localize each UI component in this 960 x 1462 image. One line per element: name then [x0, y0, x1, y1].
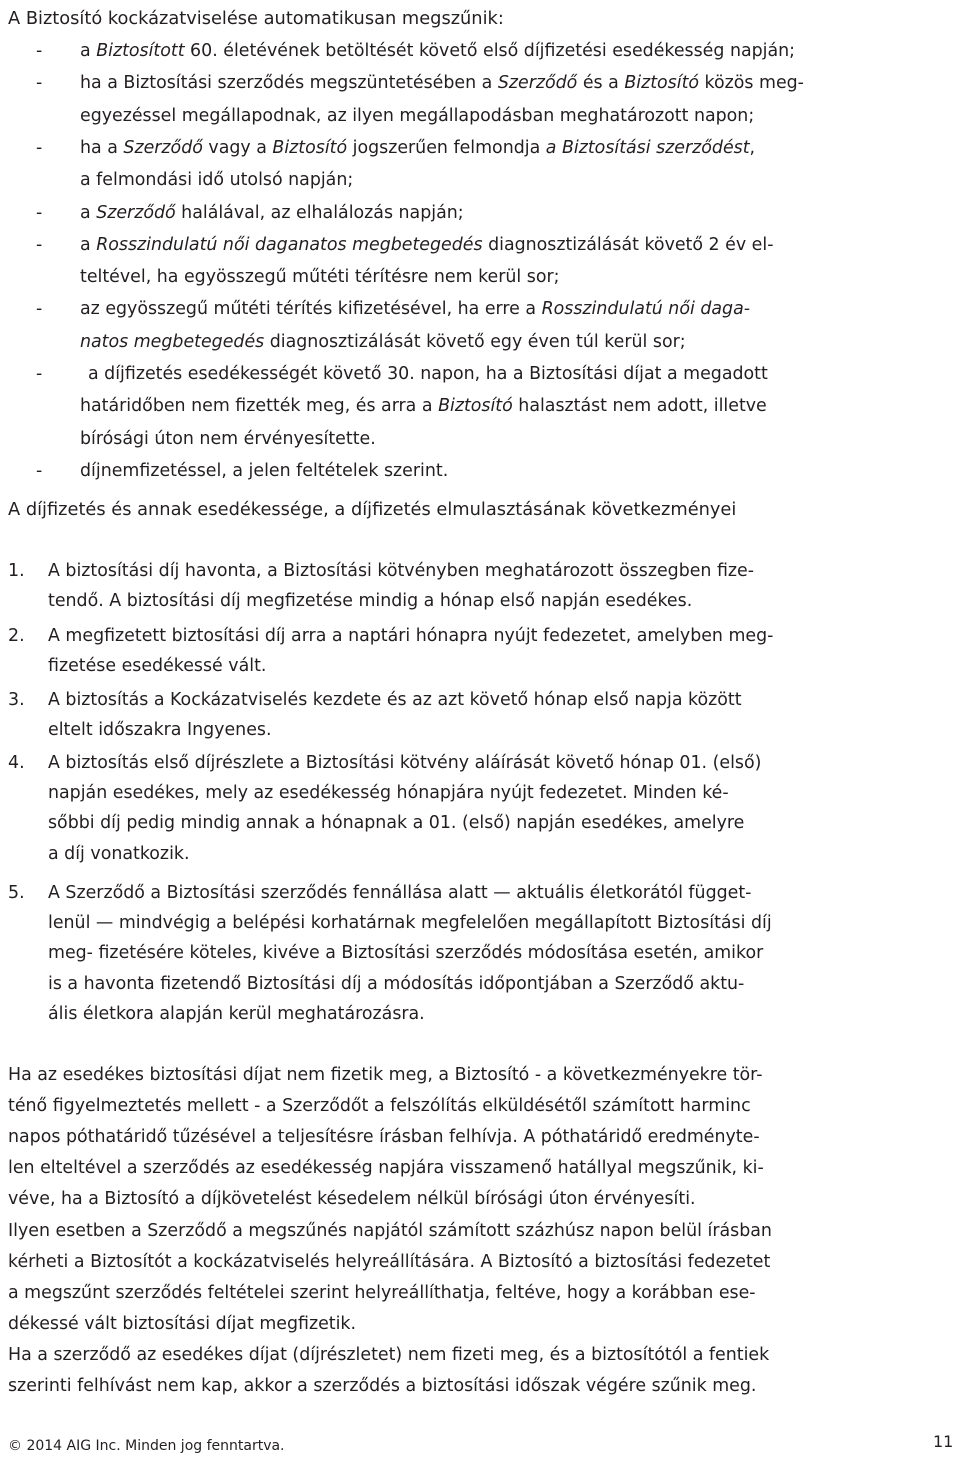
section-heading-termination: A Biztosító kockázatviselése automatikusan megszűnik:	[8, 8, 504, 29]
termination-item-line	[80, 296, 750, 322]
text-run: ha a	[80, 137, 124, 158]
termination-item-line	[80, 70, 804, 96]
text-run: vagy a	[202, 137, 273, 158]
text-run: egyezéssel megállapodnak, az ilyen megállapodásban meghatározott napon;	[80, 105, 755, 126]
item-number: 5.	[8, 883, 25, 903]
termination-item-line	[80, 200, 464, 226]
text-run: és a	[577, 73, 625, 94]
premium-item-line: eltelt időszakra Ingyenes.	[48, 720, 272, 741]
termination-item-line	[88, 361, 768, 387]
termination-item-line	[80, 232, 773, 258]
bullet-dash: -	[36, 137, 43, 158]
text-run: a	[80, 234, 97, 255]
premium-item-line: a díj vonatkozik.	[48, 843, 190, 864]
termination-item-line	[80, 426, 376, 452]
text-run: ha a Biztosítási szerződés megszüntetésében a	[80, 73, 498, 94]
defined-term: Szerződő	[123, 137, 203, 158]
text-run: díjnemfizetéssel, a jelen feltételek szerint.	[80, 460, 449, 481]
bullet-dash: -	[36, 41, 43, 61]
text-run: közös meg-	[699, 73, 804, 94]
defined-term: Biztosító	[438, 396, 513, 417]
item-number: 1.	[8, 561, 25, 581]
text-run: teltével, ha egyösszegű műtéti térítésre nem kerül sor;	[80, 267, 560, 288]
paragraph-line: napos póthatáridő tűzésével a teljesítésre írásban felhívja. A póthatáridő eredményte-	[8, 1127, 760, 1148]
defined-term: natos megbetegedés	[80, 331, 265, 352]
text-run: bírósági úton nem érvényesítette.	[80, 428, 376, 449]
text-run: jogszerűen felmondja	[347, 137, 546, 158]
page-number: 11	[933, 1432, 954, 1451]
premium-item-line: A megfizetett biztosítási díj arra a naptári hónapra nyújt fedezetet, amelyben meg-	[48, 626, 774, 646]
termination-item-line	[80, 103, 754, 129]
paragraph-line: Ha a szerződő az esedékes díjat (díjrészletet) nem fizeti meg, és a biztosítótól a fentiek	[8, 1344, 770, 1365]
paragraph-line: kérheti a Biztosítót a kockázatviselés helyreállítására. A Biztosító a biztosítási fedezetet	[8, 1251, 771, 1272]
premium-item-line: tendő. A biztosítási díj megfizetése mindig a hónap első napján esedékes.	[48, 591, 693, 612]
bullet-dash: -	[36, 364, 43, 384]
premium-item-line: lenül — mindvégig a belépési korhatárnak megfelelően megállapított Biztosítási díj	[48, 913, 772, 934]
text-run: halasztást nem adott, illetve	[512, 396, 767, 417]
termination-item-line	[80, 329, 686, 355]
premium-item-line: is a havonta fizetendő Biztosítási díj a módosítás időpontjában a Szerződő aktu-	[48, 973, 745, 994]
bullet-dash: -	[36, 202, 43, 223]
item-number: 2.	[8, 626, 25, 646]
text-run: halálával, az elhalálozás napján;	[175, 202, 464, 223]
premium-item-line: ális életkora alapján kerül meghatározásra.	[48, 1003, 425, 1024]
text-run: a felmondási idő utolsó napján;	[80, 170, 354, 191]
termination-item-line	[80, 264, 559, 290]
premium-item-line: A biztosítás első díjrészlete a Biztosítási kötvény aláírását követő hónap 01. (első)	[48, 753, 762, 773]
text-run: diagnosztizálását követő egy éven túl kerül sor;	[264, 331, 686, 352]
premium-item-line: fizetése esedékessé vált.	[48, 656, 267, 677]
paragraph-line: ténő figyelmeztetés mellett - a Szerződőt a felszólítás elküldésétől számított harminc	[8, 1096, 751, 1117]
bullet-dash: -	[36, 299, 43, 320]
premium-item-line: sőbbi díj pedig mindig annak a hónapnak a 01. (első) napján esedékes, amelyre	[48, 813, 745, 834]
paragraph-line: véve, ha a Biztosító a díjkövetelést késedelem nélkül bírósági úton érvényesíti.	[8, 1189, 696, 1210]
defined-term: Biztosító	[272, 137, 348, 158]
text-run: 60. életévének betöltését követő első díjfizetési esedékesség napján;	[184, 41, 796, 61]
paragraph-line: dékessé vált biztosítási díjat megfizetik.	[8, 1313, 357, 1334]
defined-term: Biztosított	[96, 41, 185, 61]
paragraph-line: szerinti felhívást nem kap, akkor a szerződés a biztosítási időszak végére szűnik meg.	[8, 1376, 757, 1396]
defined-term: a Biztosítási szerződést	[545, 137, 750, 158]
paragraph-line: len elteltével a szerződés az esedékesség napjára visszamenő hatállyal megszűnik, ki-	[8, 1158, 764, 1179]
defined-term: Szerződő	[96, 202, 176, 223]
premium-item-line: meg- fizetésére köteles, kivéve a Biztosítási szerződés módosítása esetén, amikor	[48, 943, 764, 964]
copyright-notice: © 2014 AIG Inc. Minden jog fenntartva.	[8, 1438, 285, 1454]
premium-item-line: napján esedékes, mely az esedékesség hónapjára nyújt fedezetet. Minden ké-	[48, 783, 729, 804]
termination-item-line	[80, 38, 795, 64]
defined-term: Rosszindulatú női daganatos megbetegedés	[96, 234, 483, 255]
text-run: határidőben nem fizették meg, és arra a	[80, 396, 439, 417]
bullet-dash: -	[36, 460, 43, 481]
item-number: 4.	[8, 753, 25, 773]
text-run: diagnosztizálását követő 2 év el-	[482, 234, 774, 255]
termination-item-line	[80, 167, 353, 193]
text-run: a díjfizetés esedékességét követő 30. napon, ha a Biztosítási díjat a megadott	[88, 364, 768, 384]
text-run: ,	[749, 137, 756, 158]
paragraph-line: Ha az esedékes biztosítási díjat nem fizetik meg, a Biztosító - a következményekre tör-	[8, 1065, 763, 1085]
termination-item-line	[80, 393, 767, 419]
termination-item-line	[80, 135, 755, 161]
bullet-dash: -	[36, 234, 43, 255]
defined-term: Rosszindulatú női daga-	[541, 299, 750, 320]
premium-item-line: A biztosítási díj havonta, a Biztosítási kötvényben meghatározott összegben fize-	[48, 561, 755, 581]
paragraph-line: a megszűnt szerződés feltételei szerint helyreállíthatja, feltéve, hogy a korábban ese-	[8, 1282, 756, 1303]
section-heading-premium: A díjfizetés és annak esedékessége, a díjfizetés elmulasztásának következményei	[8, 499, 737, 520]
paragraph-line: Ilyen esetben a Szerződő a megszűnés napjától számított százhúsz napon belül írásban	[8, 1220, 772, 1241]
text-run: az egyösszegű műtéti térítés kifizetésével, ha erre a	[80, 299, 542, 320]
text-run: a	[80, 202, 97, 223]
bullet-dash: -	[36, 73, 43, 94]
text-run: a	[80, 41, 97, 61]
premium-item-line: A biztosítás a Kockázatviselés kezdete és az azt követő hónap első napja között	[48, 690, 742, 710]
defined-term: Biztosító	[624, 73, 700, 94]
premium-item-line: A Szerződő a Biztosítási szerződés fennállása alatt — aktuális életkorától függet-	[48, 883, 752, 903]
defined-term: Szerződő	[497, 73, 578, 94]
termination-item-line	[80, 458, 448, 484]
item-number: 3.	[8, 690, 25, 710]
